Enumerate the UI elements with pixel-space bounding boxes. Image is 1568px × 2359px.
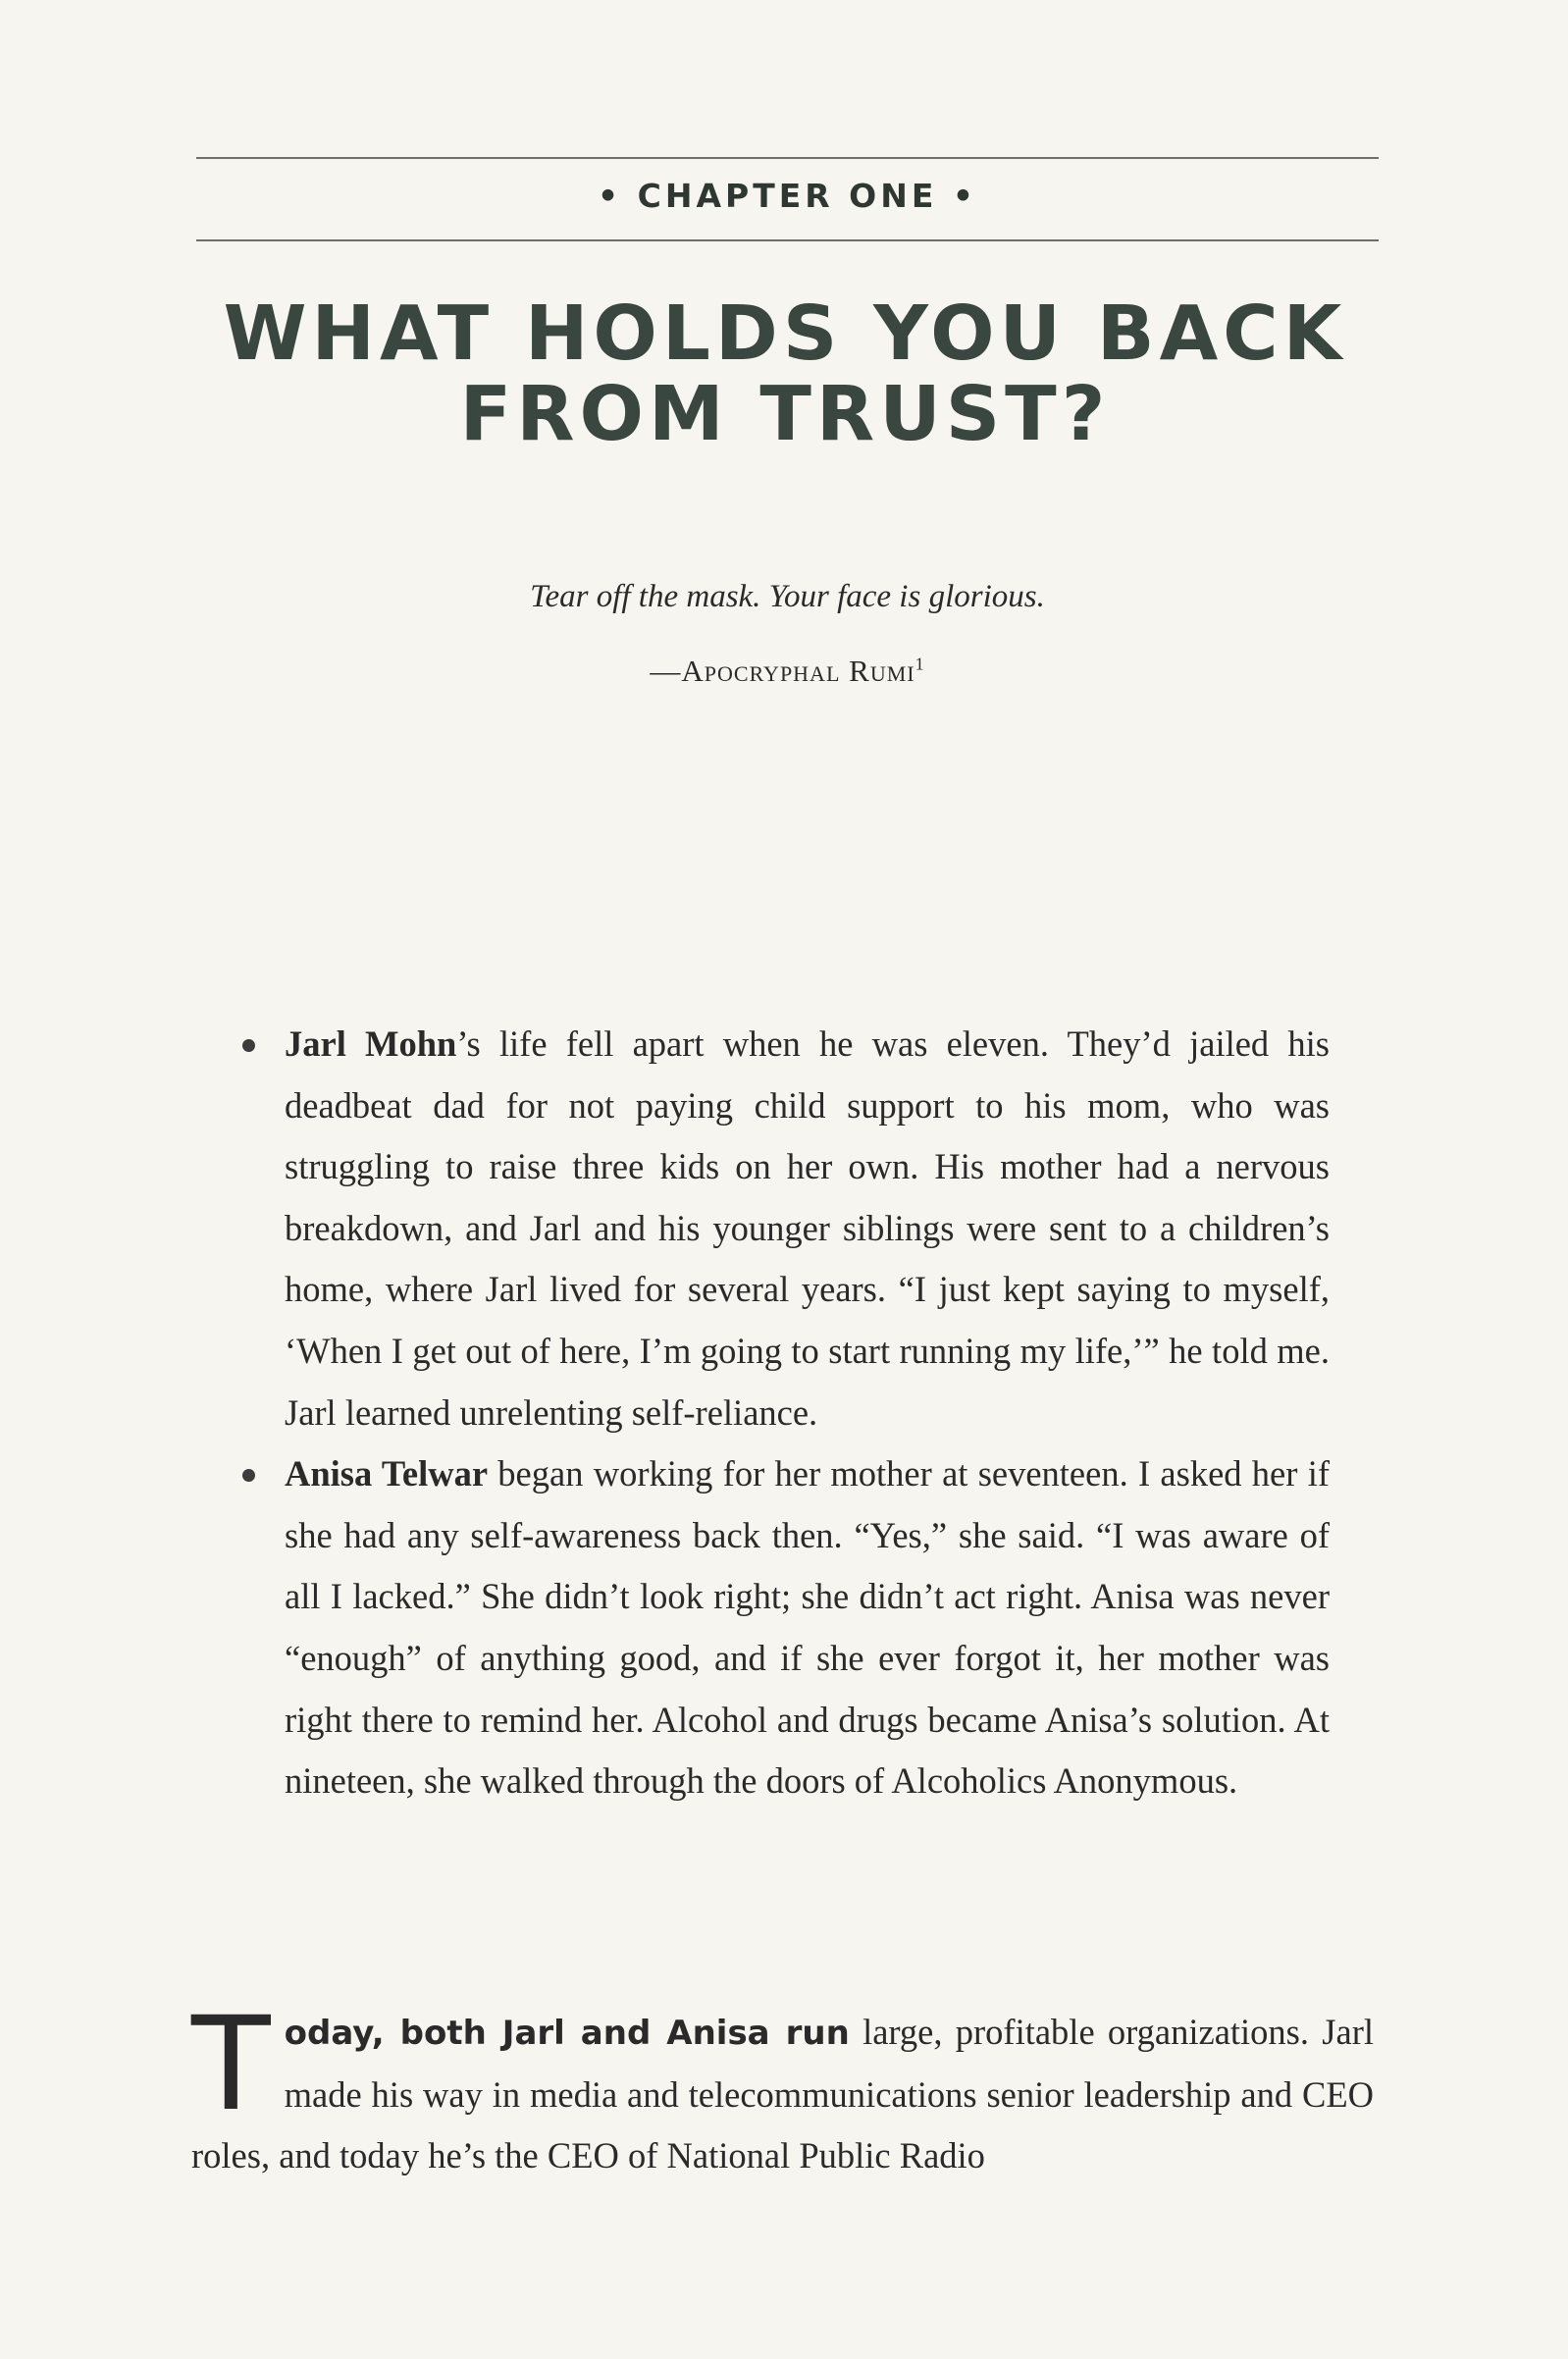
epigraph-attribution bbox=[196, 654, 1379, 689]
bullet-text: ’s life fell apart when he was eleven. They’d jailed his deadbeat dad for not paying child support to his mom, who was struggling to raise three kids on her own. His mother had a nervous breakdown, and Jarl and his younger siblings were sent to a children’s home, where Jarl lived for several years. “I just kept saying to myself, ‘When I get out of here, I’m going to start running my life,’” he told me. Jarl learned unrelenting self-reliance. bbox=[285, 1023, 1330, 1433]
epigraph-quote: Tear off the mask. Your face is glorious. bbox=[530, 579, 1045, 614]
paragraph-lead-in: oday, both Jarl and Anisa run bbox=[284, 2014, 850, 2053]
bullet-list bbox=[285, 1014, 1330, 1812]
chapter-title-line-1: WHAT HOLDS YOU BACK bbox=[223, 290, 1347, 378]
attribution-dash: — bbox=[650, 654, 682, 688]
attribution-author: Apocryphal Rumi bbox=[681, 654, 915, 688]
chapter-title-line-2: FROM TRUST? bbox=[459, 371, 1111, 458]
bullet-item bbox=[285, 1443, 1330, 1812]
footnote-marker: 1 bbox=[915, 654, 925, 674]
chapter-rule-bottom bbox=[196, 239, 1379, 241]
bullet-name: Anisa Telwar bbox=[285, 1453, 489, 1494]
chapter-rule-top bbox=[196, 157, 1379, 159]
body-paragraph bbox=[191, 1989, 1374, 2187]
bullet-item bbox=[285, 1014, 1330, 1443]
bullet-dot-icon bbox=[242, 1469, 255, 1482]
chapter-label: • CHAPTER ONE • bbox=[598, 177, 977, 215]
bullet-text: began working for her mother at seventeen. I asked her if she had any self-awareness back then. “Yes,” she said. “I was aware of all I lacked.” She didn’t look right; she didn’t act right. Anisa was never “enough” of anything good, and if she ever forgot it, her mother was right there to remind her. Alcohol and drugs became Anisa’s solution. At nineteen, she walked through the doors of Alcoholics Anonymous. bbox=[285, 1453, 1330, 1802]
bullet-dot-icon bbox=[242, 1039, 255, 1052]
chapter-title bbox=[147, 290, 1423, 458]
paragraph-text: large, profitable organizations. Jarl made his way in media and telecommunications senior leadership and CEO roles, and today he’s the CEO of National Public Radio bbox=[191, 2012, 1374, 2176]
drop-cap: T bbox=[191, 1989, 271, 2140]
bullet-name: Jarl Mohn bbox=[285, 1023, 457, 1064]
